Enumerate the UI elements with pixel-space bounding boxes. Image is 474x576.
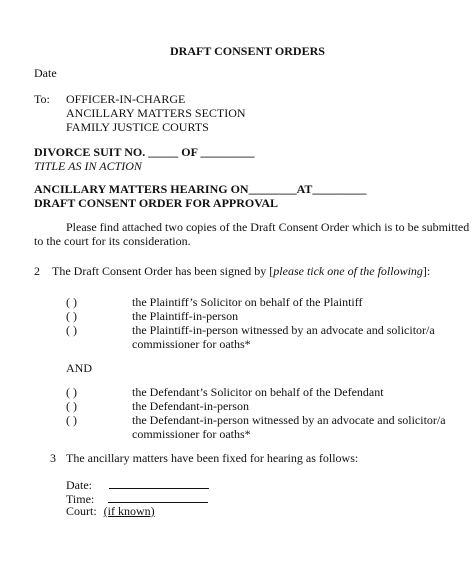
field-date-label: Date: — [66, 478, 92, 492]
field-time-label: Time: — [66, 492, 95, 506]
item-3-text: The ancillary matters have been fixed for hearing as follows: — [66, 451, 359, 465]
title-in-action: TITLE AS IN ACTION — [34, 159, 142, 173]
checkbox-plaintiff-in-person[interactable]: ( ) — [66, 309, 77, 323]
item-2-number: 2 — [34, 264, 40, 278]
option-plaintiff-in-person: the Plaintiff-in-person — [132, 309, 239, 323]
checkbox-defendant-in-person[interactable]: ( ) — [66, 399, 77, 413]
option-plaintiff-witnessed: the Plaintiff-in-person witnessed by an advocate and solicitor/a — [132, 323, 435, 337]
item-2-text-end: ]: — [422, 264, 431, 278]
paragraph-1-line-1: Please find attached two copies of the Draft Consent Order which is to be submitted — [66, 220, 470, 234]
item-2-text-italic: please tick one of the following — [273, 264, 423, 278]
and-label: AND — [66, 361, 92, 375]
approval-line: DRAFT CONSENT ORDER FOR APPROVAL — [34, 196, 279, 210]
paragraph-1-line-2: to the court for its consideration. — [34, 234, 191, 248]
field-court-label: Court: — [66, 504, 97, 518]
item-2-text — [52, 264, 430, 278]
address-line-2: ANCILLARY MATTERS SECTION — [66, 106, 246, 120]
address-line-3: FAMILY JUSTICE COURTS — [66, 120, 209, 134]
field-date-blank[interactable] — [109, 476, 209, 489]
item-3-number: 3 — [50, 451, 56, 465]
to-label: To: — [34, 92, 50, 106]
option-defendant-in-person: the Defendant-in-person — [132, 399, 249, 413]
document-title: DRAFT CONSENT ORDERS — [170, 44, 325, 58]
checkbox-defendant-solicitor[interactable]: ( ) — [66, 385, 77, 399]
option-defendant-witnessed-cont: commissioner for oaths* — [132, 427, 251, 441]
item-2-text-start: The Draft Consent Order has been signed by [ — [52, 264, 274, 278]
checkbox-plaintiff-solicitor[interactable]: ( ) — [66, 295, 77, 309]
suit-number-line: DIVORCE SUIT NO. _____ OF _________ — [34, 145, 255, 159]
field-time-blank[interactable] — [108, 490, 208, 503]
field-court-value[interactable]: (if known) — [103, 504, 155, 518]
date-label: Date — [34, 66, 57, 80]
address-line-1: OFFICER-IN-CHARGE — [66, 92, 186, 106]
field-court — [66, 504, 155, 518]
checkbox-defendant-witnessed[interactable]: ( ) — [66, 413, 77, 427]
option-defendant-witnessed: the Defendant-in-person witnessed by an advocate and solicitor/a — [132, 413, 446, 427]
hearing-line: ANCILLARY MATTERS HEARING ON________AT_________ — [34, 182, 367, 196]
option-plaintiff-witnessed-cont: commissioner for oaths* — [132, 337, 251, 351]
option-plaintiff-solicitor: the Plaintiff’s Solicitor on behalf of the Plaintiff — [132, 295, 363, 309]
option-defendant-solicitor: the Defendant’s Solicitor on behalf of the Defendant — [132, 385, 384, 399]
checkbox-plaintiff-witnessed[interactable]: ( ) — [66, 323, 77, 337]
